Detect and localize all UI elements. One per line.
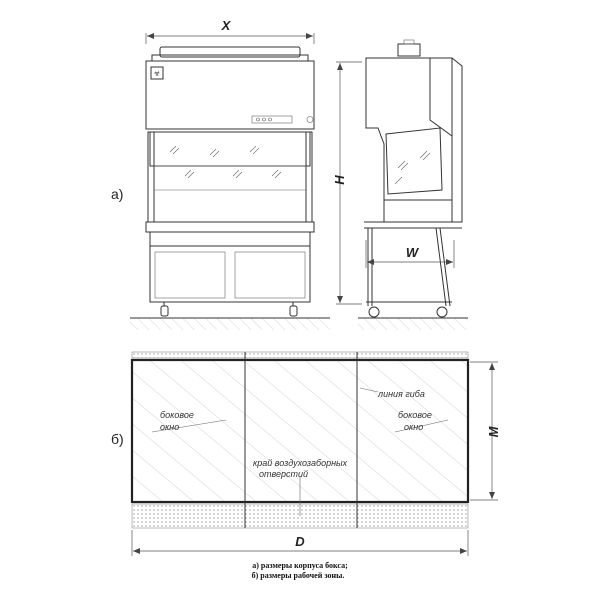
right-post (306, 132, 312, 222)
air-edge-note-2: отверстий (259, 469, 309, 479)
right-window-note-1: боковое (398, 410, 432, 420)
side-body (366, 58, 452, 222)
side-caster-left (369, 307, 379, 317)
side-view (336, 40, 468, 330)
front-view (130, 33, 330, 330)
floor-hatch (130, 318, 330, 330)
front-sash (150, 132, 310, 166)
dim-x-label: X (221, 18, 231, 33)
side-caster-right (437, 307, 447, 317)
caption-line-1: а) размеры корпуса бокса; (252, 561, 348, 570)
fan-unit (398, 44, 420, 56)
dim-d-label: D (295, 534, 305, 549)
work-surface (146, 222, 314, 232)
caption-line-2: б) размеры рабочей зоны. (251, 571, 345, 580)
work-zone-plan (132, 352, 498, 556)
top-rim (152, 55, 308, 61)
control-panel (252, 116, 292, 123)
top-perforation (132, 352, 468, 358)
stand-frame (150, 246, 310, 302)
dim-m-label: M (486, 426, 501, 438)
side-window (386, 128, 442, 194)
caster-right (290, 306, 297, 316)
part-a-label: a) (111, 186, 124, 202)
biohazard-symbol: ☣ (153, 69, 161, 78)
lower-tray (150, 232, 310, 246)
left-post (148, 132, 154, 222)
left-window-note-1: боковое (160, 410, 194, 420)
caster-left (161, 306, 168, 316)
right-window-note-2: окно (404, 422, 424, 432)
left-window-note-2: окно (160, 422, 180, 432)
air-edge-note-1: край воздухозаборных (253, 458, 348, 468)
part-b-label: б) (111, 431, 124, 447)
upper-body (146, 61, 314, 129)
bend-line-note: линия гиба (378, 389, 425, 399)
dim-h-label: H (332, 175, 347, 185)
dim-w-label: W (405, 245, 419, 260)
